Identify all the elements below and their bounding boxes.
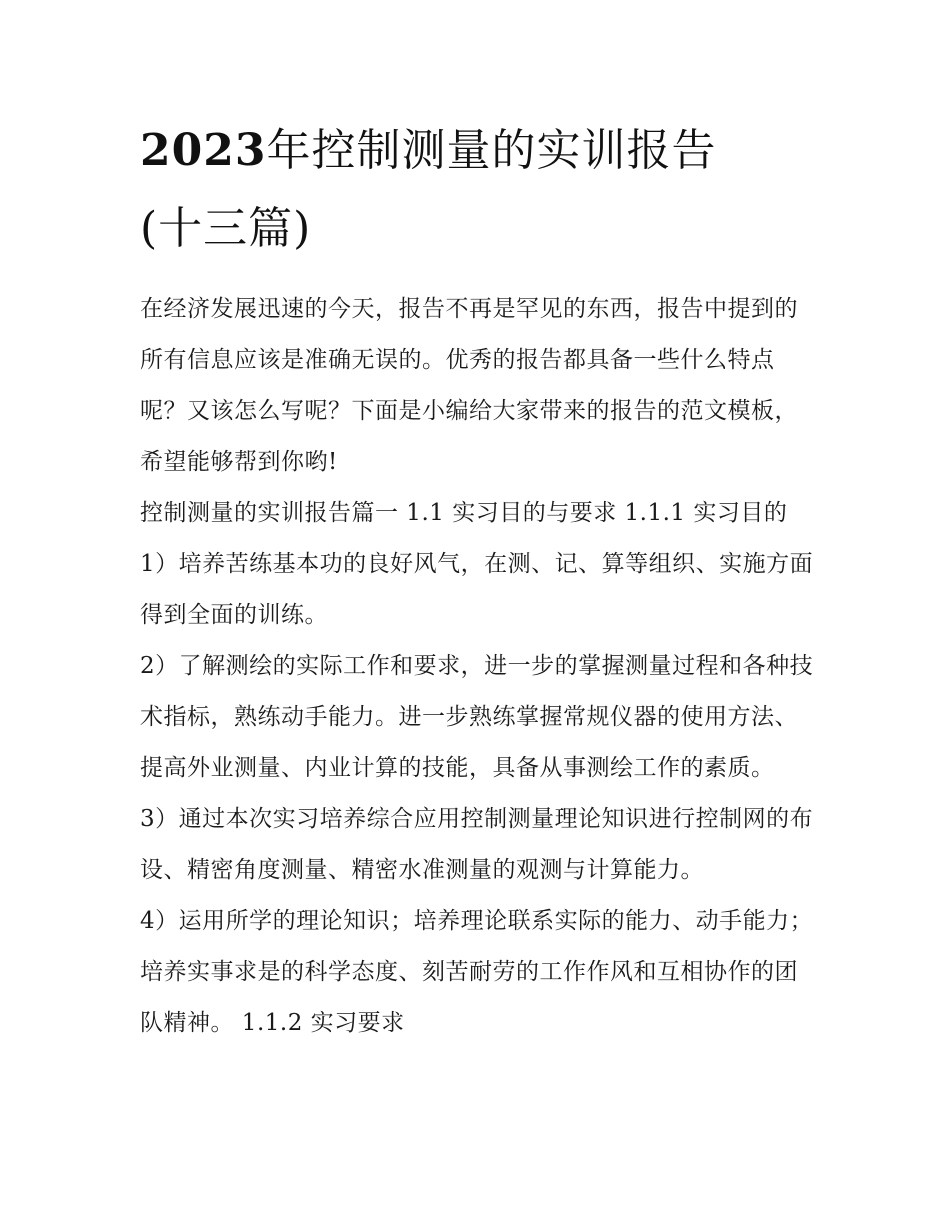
document-title <box>140 112 820 268</box>
paragraph-item-3: 3）通过本次实习培养综合应用控制测量理论知识进行控制网的布设、精密角度测量、精密水准测量的观测与计算能力。 <box>140 806 814 883</box>
title-main: 年控制测量的实训报告 <box>266 125 717 176</box>
paragraph-item-1: 1）培养苦练基本功的良好风气，在测、记、算等组织、实施方面得到全面的训练。 <box>140 551 814 628</box>
paragraph-intro: 在经济发展迅速的今天，报告不再是罕见的东西，报告中提到的所有信息应该是准确无误的。优秀的报告都具备一些什么特点呢？又该怎么写呢？下面是小编给大家带来的报告的范文模板，希望能够帮到你哟! <box>140 296 798 475</box>
paragraph-item-2: 2）了解测绘的实际工作和要求，进一步的掌握测量过程和各种技术指标，熟练动手能力。进一步熟练掌握常规仪器的使用方法、提高外业测量、内业计算的技能，具备从事测绘工作的素质。 <box>140 653 814 781</box>
document-content <box>140 112 820 1049</box>
document-body <box>140 284 820 1049</box>
title-subtitle: (十三篇) <box>140 203 312 254</box>
paragraph-section-heading: 控制测量的实训报告篇一 1.1 实习目的与要求 1.1.1 实习目的 <box>140 500 788 526</box>
paragraph-item-4: 4）运用所学的理论知识；培养理论联系实际的能力、动手能力；培养实事求是的科学态度、刻苦耐劳的工作作风和互相协作的团队精神。 1.1.2 实习要求 <box>140 908 814 1036</box>
title-year: 2023 <box>140 125 267 176</box>
